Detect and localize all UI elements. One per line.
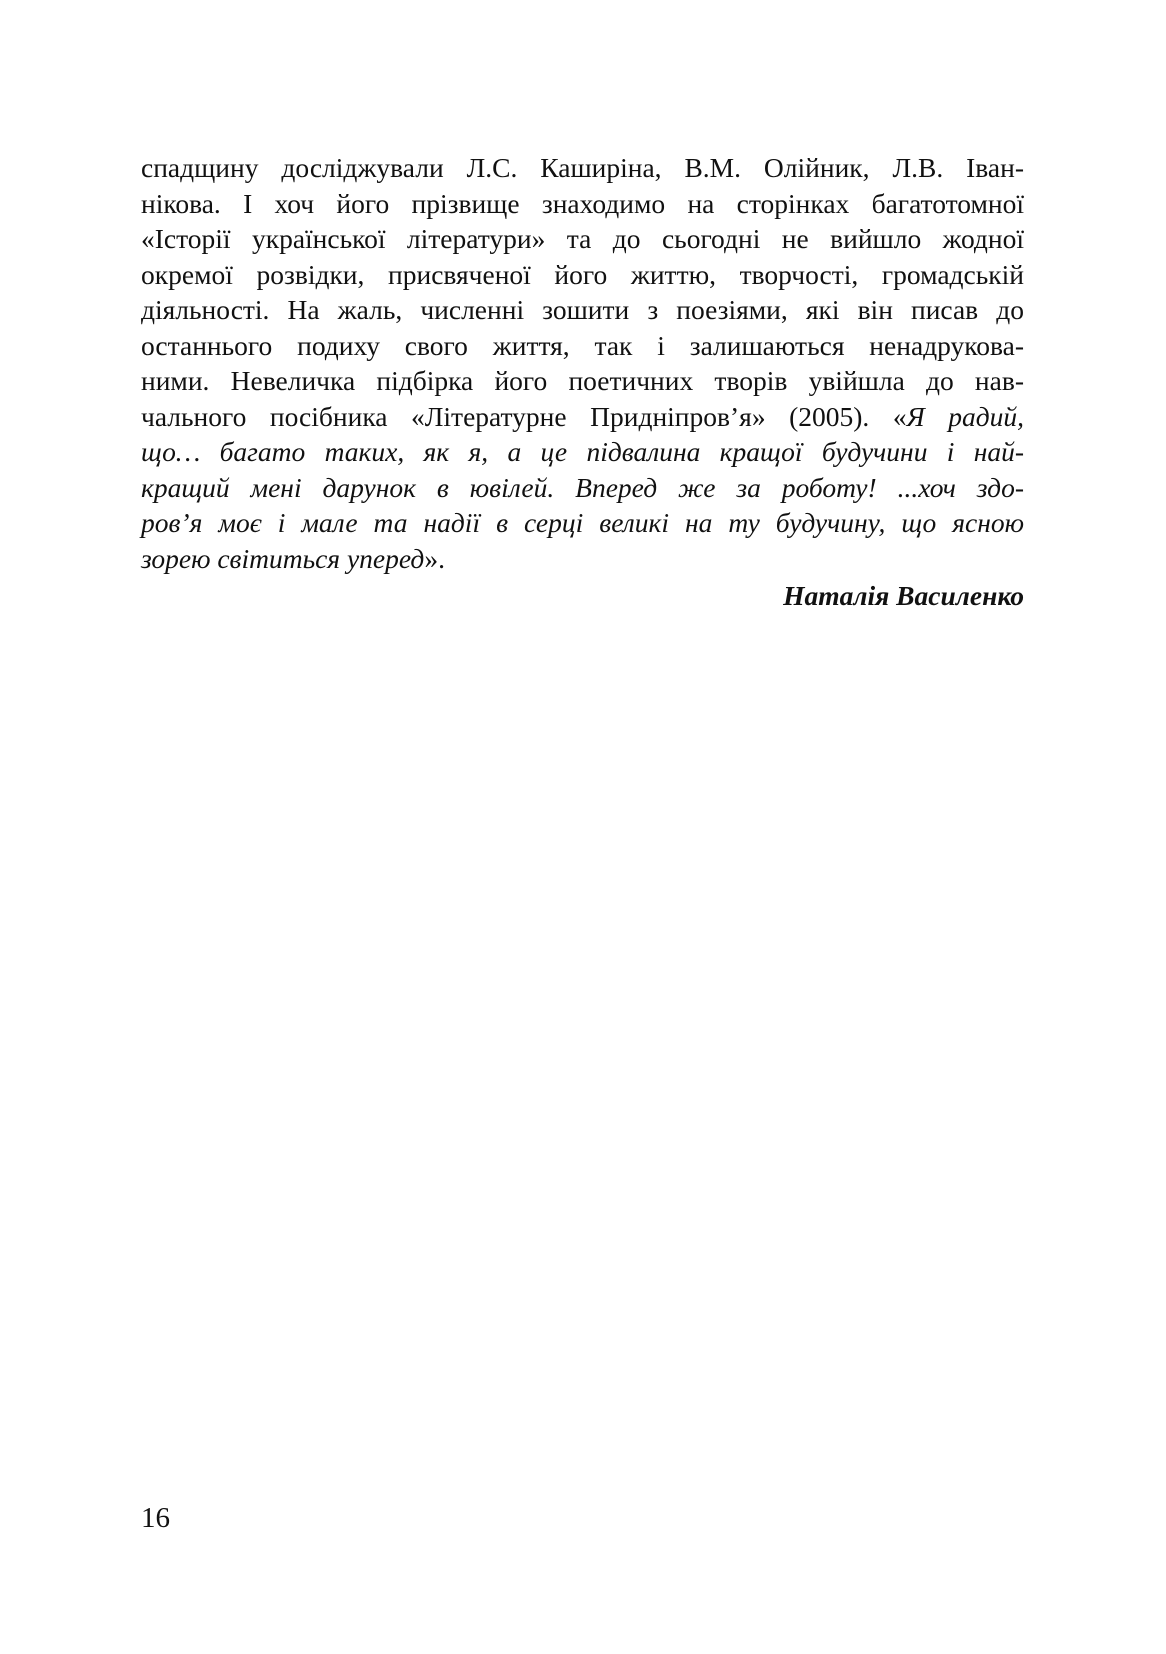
- text-span: чального посібника «Літературне Придніпров’я» (2005). «: [141, 400, 907, 432]
- author-signature: Наталія Василенко: [783, 580, 1024, 611]
- text-span: ними. Невеличка підбірка його поетичних творів увійшла до нав-: [141, 365, 1024, 396]
- text-line-8: [141, 399, 1024, 435]
- text-span: діяльності. На жаль, численні зошити з поезіями, які він писав до: [141, 294, 1024, 325]
- quote-line-1: [141, 434, 1024, 470]
- text-line-4: [141, 257, 1024, 293]
- text-line-6: [141, 328, 1024, 364]
- text-span: ».: [424, 542, 445, 574]
- body-text: [141, 150, 1024, 576]
- text-line-7: [141, 363, 1024, 399]
- quote-line-4: [141, 541, 1024, 577]
- quote-span: зорею світиться уперед: [141, 542, 425, 574]
- text-line-1: [141, 150, 1024, 186]
- text-line-5: [141, 292, 1024, 328]
- quote-span: кращий мені дарунок в ювілей. Вперед же за роботу! ...хоч здо-: [141, 471, 1024, 503]
- text-span: останнього подиху свого життя, так і залишаються ненадрукова-: [141, 329, 1024, 361]
- text-span: «Історії української літератури» та до сьогодні не вийшло жодної: [141, 223, 1024, 254]
- text-line-2: [141, 186, 1024, 222]
- quote-span: ров’я моє і мале та надії в серці великі на ту будучину, що ясною: [141, 507, 1024, 538]
- quote-line-3: [141, 505, 1024, 541]
- quote-span: що… багато таких, як я, а це підвалина кращої будучини і най-: [141, 436, 1024, 467]
- text-line-3: [141, 221, 1024, 257]
- text-span: нікова. І хоч його прізвище знаходимо на сторінках багатотомної: [141, 187, 1024, 219]
- text-span: спадщину досліджували Л.С. Каширіна, В.М. Олійник, Л.В. Іван-: [141, 152, 1024, 183]
- text-span: окремої розвідки, присвяченої його життю, творчості, громадській: [141, 258, 1024, 290]
- page-number: 16: [141, 1502, 170, 1534]
- quote-span: Я радий,: [906, 400, 1024, 432]
- quote-line-2: [141, 470, 1024, 506]
